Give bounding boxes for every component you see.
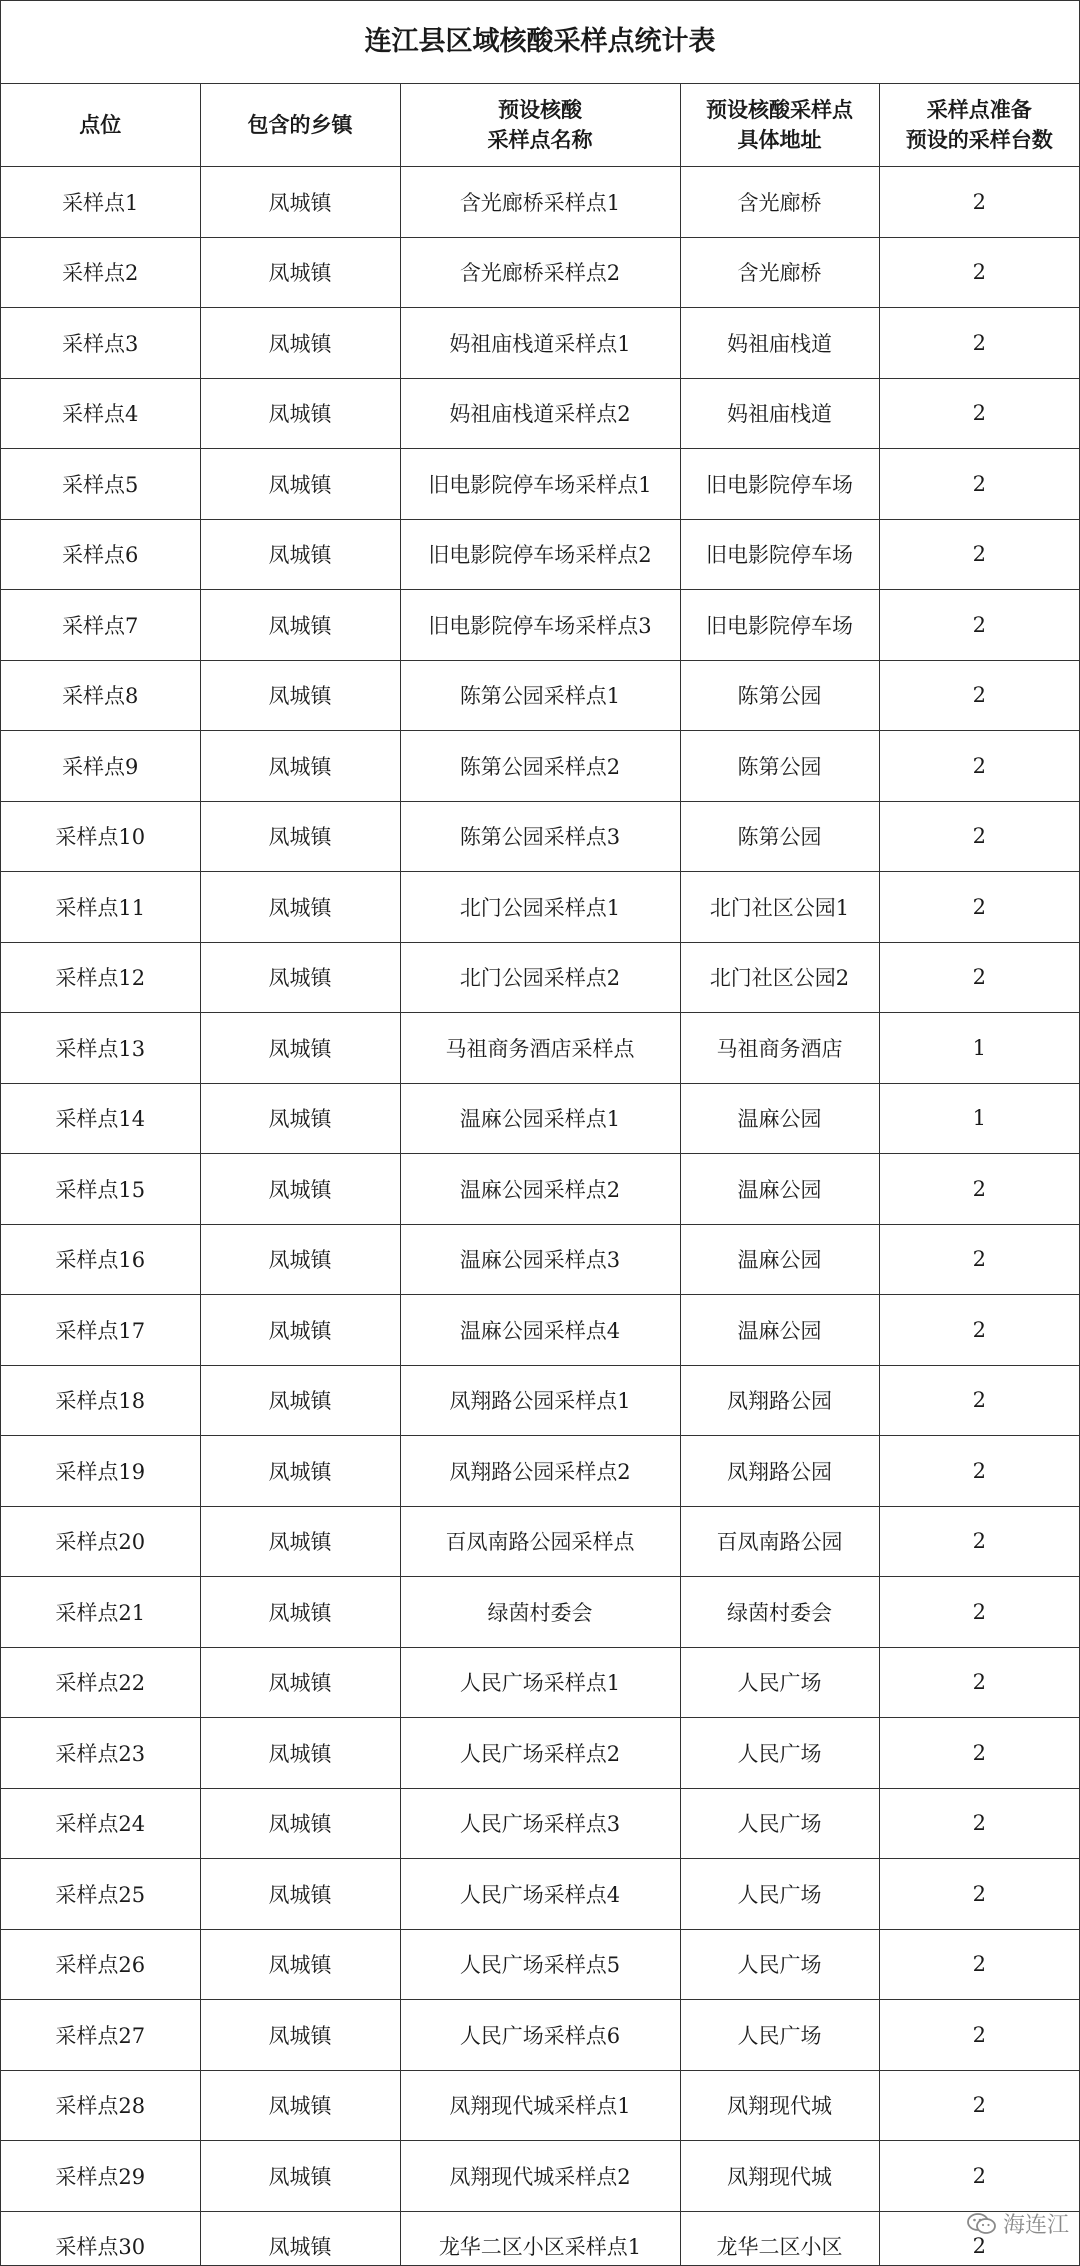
address-cell: 凤翔路公园 — [680, 1365, 879, 1436]
header-line: 具体地址 — [737, 128, 822, 152]
site-name-cell: 凤翔现代城采样点1 — [400, 2070, 680, 2141]
address-cell: 百凤南路公园 — [680, 1506, 879, 1577]
table-row — [1, 237, 1079, 308]
position-cell: 采样点6 — [1, 519, 200, 590]
position-cell: 采样点28 — [1, 2070, 200, 2141]
site-name-cell: 陈第公园采样点3 — [400, 801, 680, 872]
site-name-cell: 陈第公园采样点1 — [400, 660, 680, 731]
town-cell: 凤城镇 — [200, 1929, 400, 2000]
town-cell: 凤城镇 — [200, 2211, 400, 2266]
address-cell: 凤翔现代城 — [680, 2141, 879, 2212]
table-row — [1, 2141, 1079, 2212]
address-cell: 妈祖庙栈道 — [680, 378, 879, 449]
address-cell: 含光廊桥 — [680, 167, 879, 238]
address-cell: 陈第公园 — [680, 731, 879, 802]
header-cell-town — [200, 84, 400, 167]
station-count-cell: 2 — [879, 1577, 1079, 1648]
town-cell: 凤城镇 — [200, 872, 400, 943]
station-count-cell: 2 — [879, 1506, 1079, 1577]
position-cell: 采样点8 — [1, 660, 200, 731]
address-cell: 陈第公园 — [680, 660, 879, 731]
town-cell: 凤城镇 — [200, 1154, 400, 1225]
position-cell: 采样点15 — [1, 1154, 200, 1225]
town-cell: 凤城镇 — [200, 1436, 400, 1507]
town-cell: 凤城镇 — [200, 1859, 400, 1930]
address-cell: 旧电影院停车场 — [680, 449, 879, 520]
position-cell: 采样点17 — [1, 1295, 200, 1366]
position-cell: 采样点10 — [1, 801, 200, 872]
table-row — [1, 1577, 1079, 1648]
position-cell: 采样点19 — [1, 1436, 200, 1507]
site-name-cell: 凤翔路公园采样点1 — [400, 1365, 680, 1436]
table-row — [1, 449, 1079, 520]
site-name-cell: 人民广场采样点2 — [400, 1718, 680, 1789]
address-cell: 人民广场 — [680, 1647, 879, 1718]
position-cell: 采样点11 — [1, 872, 200, 943]
town-cell: 凤城镇 — [200, 1647, 400, 1718]
header-line: 采样点名称 — [487, 128, 593, 152]
address-cell: 含光廊桥 — [680, 237, 879, 308]
header-line: 预设核酸采样点 — [706, 98, 853, 122]
site-name-cell: 人民广场采样点6 — [400, 2000, 680, 2071]
station-count-cell: 2 — [879, 1224, 1079, 1295]
town-cell: 凤城镇 — [200, 1718, 400, 1789]
station-count-cell: 2 — [879, 1365, 1079, 1436]
site-name-cell: 含光廊桥采样点2 — [400, 237, 680, 308]
site-name-cell: 温麻公园采样点2 — [400, 1154, 680, 1225]
position-cell: 采样点21 — [1, 1577, 200, 1648]
town-cell: 凤城镇 — [200, 519, 400, 590]
station-count-cell: 2 — [879, 378, 1079, 449]
site-name-cell: 北门公园采样点1 — [400, 872, 680, 943]
town-cell: 凤城镇 — [200, 1224, 400, 1295]
table-row — [1, 1859, 1079, 1930]
position-cell: 采样点27 — [1, 2000, 200, 2071]
site-name-cell: 妈祖庙栈道采样点1 — [400, 308, 680, 379]
table-row — [1, 1788, 1079, 1859]
address-cell: 绿茵村委会 — [680, 1577, 879, 1648]
town-cell: 凤城镇 — [200, 2000, 400, 2071]
table-row — [1, 1154, 1079, 1225]
position-cell: 采样点4 — [1, 378, 200, 449]
table-row — [1, 1013, 1079, 1084]
site-name-cell: 人民广场采样点4 — [400, 1859, 680, 1930]
town-cell: 凤城镇 — [200, 308, 400, 379]
header-cell-station-count — [879, 84, 1079, 167]
table-row — [1, 872, 1079, 943]
station-count-cell: 2 — [879, 872, 1079, 943]
address-cell: 温麻公园 — [680, 1295, 879, 1366]
position-cell: 采样点20 — [1, 1506, 200, 1577]
station-count-cell: 2 — [879, 167, 1079, 238]
header-line: 预设核酸 — [498, 98, 582, 122]
site-name-cell: 含光廊桥采样点1 — [400, 167, 680, 238]
address-cell: 旧电影院停车场 — [680, 519, 879, 590]
site-name-cell: 旧电影院停车场采样点2 — [400, 519, 680, 590]
table-row — [1, 2070, 1079, 2141]
town-cell: 凤城镇 — [200, 1577, 400, 1648]
table-row — [1, 1295, 1079, 1366]
site-name-cell: 马祖商务酒店采样点 — [400, 1013, 680, 1084]
site-name-cell: 旧电影院停车场采样点3 — [400, 590, 680, 661]
table-row — [1, 1083, 1079, 1154]
address-cell: 温麻公园 — [680, 1083, 879, 1154]
table-row — [1, 590, 1079, 661]
address-cell: 凤翔路公园 — [680, 1436, 879, 1507]
station-count-cell: 2 — [879, 731, 1079, 802]
header-cell-position — [1, 84, 200, 167]
site-name-cell: 温麻公园采样点4 — [400, 1295, 680, 1366]
site-name-cell: 人民广场采样点1 — [400, 1647, 680, 1718]
address-cell: 妈祖庙栈道 — [680, 308, 879, 379]
station-count-cell: 2 — [879, 519, 1079, 590]
station-count-cell: 2 — [879, 1154, 1079, 1225]
position-cell: 采样点22 — [1, 1647, 200, 1718]
position-cell: 采样点18 — [1, 1365, 200, 1436]
town-cell: 凤城镇 — [200, 378, 400, 449]
station-count-cell: 2 — [879, 1647, 1079, 1718]
site-name-cell: 人民广场采样点3 — [400, 1788, 680, 1859]
sampling-table — [1, 84, 1079, 2266]
table-row — [1, 801, 1079, 872]
header-cell-site-name — [400, 84, 680, 167]
watermark-text: 海连江 — [1002, 2213, 1069, 2238]
table-row — [1, 1506, 1079, 1577]
station-count-cell: 2 — [879, 2141, 1079, 2212]
site-name-cell: 温麻公园采样点1 — [400, 1083, 680, 1154]
address-cell: 温麻公园 — [680, 1224, 879, 1295]
address-cell: 人民广场 — [680, 1718, 879, 1789]
town-cell: 凤城镇 — [200, 1013, 400, 1084]
town-cell: 凤城镇 — [200, 2141, 400, 2212]
site-name-cell: 北门公园采样点2 — [400, 942, 680, 1013]
town-cell: 凤城镇 — [200, 1083, 400, 1154]
site-name-cell: 龙华二区小区采样点1 — [400, 2211, 680, 2266]
address-cell: 人民广场 — [680, 1788, 879, 1859]
town-cell: 凤城镇 — [200, 1295, 400, 1366]
position-cell: 采样点2 — [1, 237, 200, 308]
table-row — [1, 1718, 1079, 1789]
site-name-cell: 绿茵村委会 — [400, 1577, 680, 1648]
station-count-cell: 2 — [879, 2000, 1079, 2071]
station-count-cell: 2 — [879, 1718, 1079, 1789]
table-row — [1, 378, 1079, 449]
station-count-cell: 2 — [879, 1436, 1079, 1507]
site-name-cell: 妈祖庙栈道采样点2 — [400, 378, 680, 449]
address-cell: 陈第公园 — [680, 801, 879, 872]
site-name-cell: 百凤南路公园采样点 — [400, 1506, 680, 1577]
header-line: 预设的采样台数 — [905, 128, 1053, 152]
table-row — [1, 1436, 1079, 1507]
position-cell: 采样点24 — [1, 1788, 200, 1859]
site-name-cell: 凤翔路公园采样点2 — [400, 1436, 680, 1507]
watermark — [967, 2208, 1069, 2239]
station-count-cell: 2 — [879, 308, 1079, 379]
town-cell: 凤城镇 — [200, 449, 400, 520]
header-line: 点位 — [79, 113, 122, 137]
station-count-cell: 2 — [879, 942, 1079, 1013]
address-cell: 北门社区公园1 — [680, 872, 879, 943]
town-cell: 凤城镇 — [200, 731, 400, 802]
site-name-cell: 人民广场采样点5 — [400, 1929, 680, 2000]
town-cell: 凤城镇 — [200, 660, 400, 731]
town-cell: 凤城镇 — [200, 1506, 400, 1577]
station-count-cell: 2 — [879, 449, 1079, 520]
town-cell: 凤城镇 — [200, 801, 400, 872]
station-count-cell: 2 — [879, 1929, 1079, 2000]
header-cell-address — [680, 84, 879, 167]
site-name-cell: 陈第公园采样点2 — [400, 731, 680, 802]
address-cell: 人民广场 — [680, 1859, 879, 1930]
address-cell: 旧电影院停车场 — [680, 590, 879, 661]
table-row — [1, 2000, 1079, 2071]
town-cell: 凤城镇 — [200, 237, 400, 308]
station-count-cell: 2 — [879, 590, 1079, 661]
station-count-cell: 2 — [879, 1295, 1079, 1366]
address-cell: 凤翔现代城 — [680, 2070, 879, 2141]
site-name-cell: 温麻公园采样点3 — [400, 1224, 680, 1295]
address-cell: 人民广场 — [680, 2000, 879, 2071]
position-cell: 采样点13 — [1, 1013, 200, 1084]
address-cell: 龙华二区小区 — [680, 2211, 879, 2266]
position-cell: 采样点14 — [1, 1083, 200, 1154]
table-row — [1, 1224, 1079, 1295]
position-cell: 采样点5 — [1, 449, 200, 520]
position-cell: 采样点25 — [1, 1859, 200, 1930]
wechat-icon — [967, 2212, 997, 2236]
address-cell: 人民广场 — [680, 1929, 879, 2000]
table-row — [1, 1929, 1079, 2000]
station-count-cell: 2 — [879, 237, 1079, 308]
station-count-cell: 2 — [879, 2211, 1079, 2266]
position-cell: 采样点26 — [1, 1929, 200, 2000]
position-cell: 采样点3 — [1, 308, 200, 379]
page-title: 连江县区域核酸采样点统计表 — [1, 1, 1079, 84]
table-row — [1, 660, 1079, 731]
address-cell: 马祖商务酒店 — [680, 1013, 879, 1084]
table-row — [1, 2211, 1079, 2266]
station-count-cell: 2 — [879, 2070, 1079, 2141]
header-line: 包含的乡镇 — [247, 113, 353, 137]
site-name-cell: 旧电影院停车场采样点1 — [400, 449, 680, 520]
position-cell: 采样点23 — [1, 1718, 200, 1789]
position-cell: 采样点1 — [1, 167, 200, 238]
table-row — [1, 308, 1079, 379]
address-cell: 温麻公园 — [680, 1154, 879, 1225]
table-row — [1, 167, 1079, 238]
table-row — [1, 1647, 1079, 1718]
town-cell: 凤城镇 — [200, 942, 400, 1013]
position-cell: 采样点12 — [1, 942, 200, 1013]
position-cell: 采样点16 — [1, 1224, 200, 1295]
table-row — [1, 942, 1079, 1013]
table-row — [1, 1365, 1079, 1436]
station-count-cell: 1 — [879, 1083, 1079, 1154]
position-cell: 采样点7 — [1, 590, 200, 661]
town-cell: 凤城镇 — [200, 1365, 400, 1436]
position-cell: 采样点9 — [1, 731, 200, 802]
station-count-cell: 1 — [879, 1013, 1079, 1084]
station-count-cell: 2 — [879, 801, 1079, 872]
station-count-cell: 2 — [879, 1859, 1079, 1930]
header-row — [1, 84, 1079, 167]
header-line: 采样点准备 — [926, 98, 1032, 122]
site-name-cell: 凤翔现代城采样点2 — [400, 2141, 680, 2212]
position-cell: 采样点29 — [1, 2141, 200, 2212]
table-row — [1, 519, 1079, 590]
station-count-cell: 2 — [879, 660, 1079, 731]
town-cell: 凤城镇 — [200, 1788, 400, 1859]
station-count-cell: 2 — [879, 1788, 1079, 1859]
town-cell: 凤城镇 — [200, 167, 400, 238]
table-row — [1, 731, 1079, 802]
town-cell: 凤城镇 — [200, 590, 400, 661]
town-cell: 凤城镇 — [200, 2070, 400, 2141]
position-cell: 采样点30 — [1, 2211, 200, 2266]
address-cell: 北门社区公园2 — [680, 942, 879, 1013]
